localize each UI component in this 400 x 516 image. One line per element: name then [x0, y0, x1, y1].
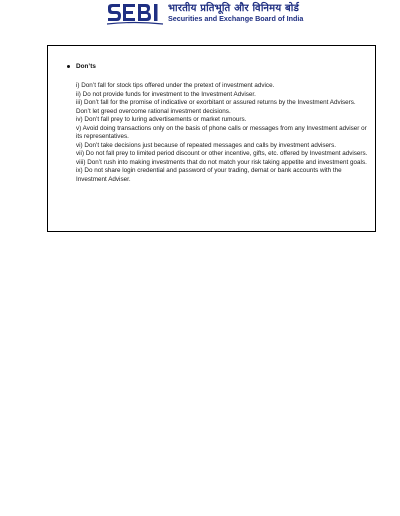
list-item: i) Don’t fall for stock tips offered under the pretext of investment advice.	[76, 82, 275, 89]
logo-english-name: Securities and Exchange Board of India	[168, 14, 304, 23]
list-item: vii) Do not fall prey to limited period discount or other incentive, gifts, etc. offered by Investment advisers.	[76, 150, 368, 158]
list-item: ii) Do not provide funds for investment to the Investment Adviser.	[76, 90, 256, 98]
list-item: v) Avoid doing transactions only on the basis of phone calls or messages from any Investment adviser or its representatives.	[76, 124, 367, 141]
list-item: viii) Don’t rush into making investments that do not match your risk taking appetite and investment goals.	[76, 158, 367, 166]
list-item: vi) Don’t take decisions just because of repeated messages and calls by investment advisers.	[76, 141, 337, 149]
donts-heading	[67, 63, 96, 70]
list-item: iv) Don’t fall prey to luring advertisements or market rumours.	[76, 116, 247, 124]
donts-box	[47, 45, 376, 232]
donts-heading-text: Don’ts	[76, 63, 96, 70]
logo-hindi-name: भारतीय प्रतिभूति और विनिमय बोर्ड	[168, 3, 300, 14]
sebi-logo-icon	[106, 2, 164, 26]
bullet-icon	[67, 65, 70, 68]
donts-list	[76, 82, 368, 185]
list-item: ix) Do not share login credential and password of your trading, demat or bank accounts with the Investment Adviser.	[76, 167, 342, 184]
list-item: iii) Don’t fall for the promise of indicative or exorbitant or assured returns by the Investment Advisers. Don’t let greed overcome rational investment decisions.	[76, 99, 356, 115]
logo-text	[168, 3, 328, 24]
page-header	[0, 2, 400, 28]
